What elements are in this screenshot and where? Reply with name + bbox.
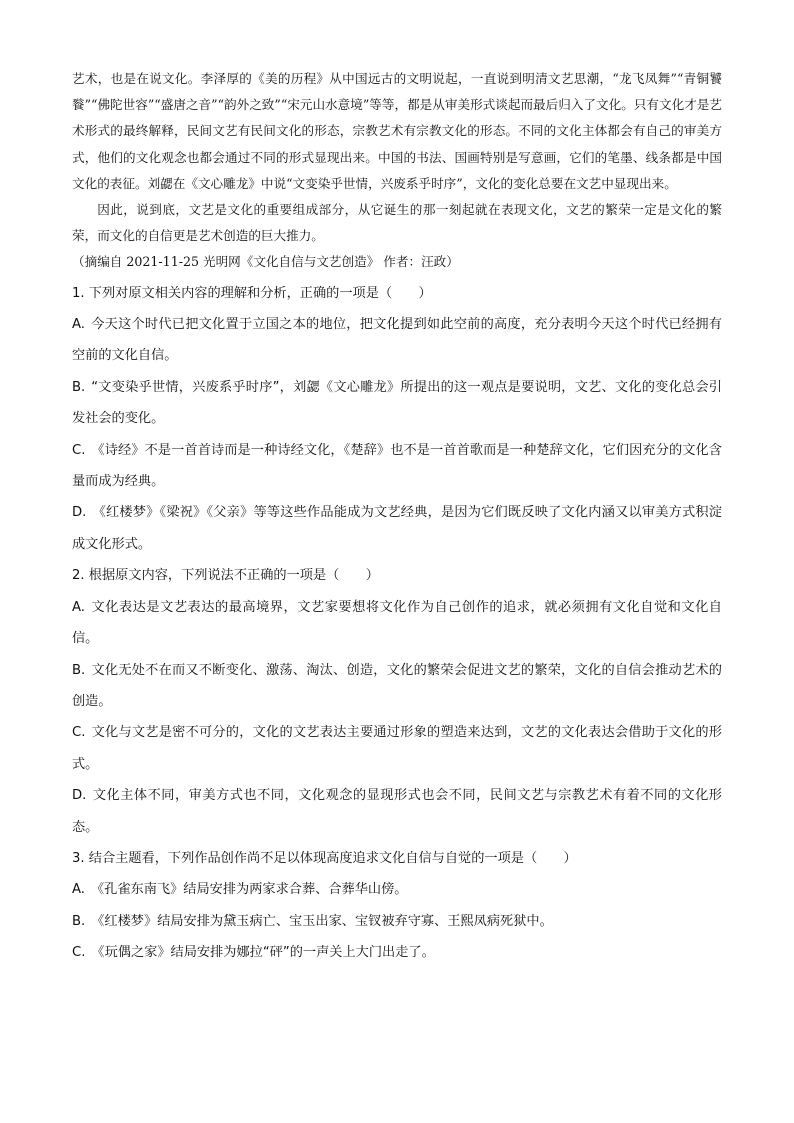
option-a[interactable]	[72, 874, 722, 905]
option-c[interactable]	[72, 937, 722, 968]
option-label: C.	[72, 725, 86, 741]
question-stem: 2. 根据原文内容，下列说法不正确的一项是（ ）	[72, 568, 379, 584]
passage-paragraph: 艺术，也是在说文化。李泽厚的《美的历程》从中国远古的文明说起，一直说到明清文艺思潮，“龙飞凤舞”“青铜饕餮”“佛陀世容”“盛唐之音”“韵外之致”“宋元山水意境”等等，都是从审美形式谈起而最后归入了文化。只有文化才是艺术形式的最终解释，民间文艺有民间文化的形态，宗教艺术有宗教文化的形态。不同的文化主体都会有自己的审美方式，他们的文化观念也都会通过不同的形式显现出来。中国的书法、国画特别是写意画，它们的笔墨、线条都是中国文化的表征。刘勰在《文心雕龙》中说“文变染乎世情，兴废系乎时序”，文化的变化总要在文艺中显现出来。	[72, 71, 722, 191]
option-b[interactable]	[72, 372, 722, 435]
document-page	[72, 66, 722, 969]
option-text: “文变染乎世情，兴废系乎时序”，刘勰《文心雕龙》所提出的这一观点是要说明，文艺、文化的变化总会引发社会的变化。	[72, 379, 722, 427]
option-text: 《红楼梦》结局安排为黛玉病亡、宝玉出家、宝钗被弃守寡、王熙凤病死狱中。	[91, 913, 553, 929]
option-label: A.	[72, 317, 85, 333]
option-label: A.	[72, 882, 85, 898]
passage-paragraph: 因此，说到底，文艺是文化的重要组成部分，从它诞生的那一刻起就在表现文化，文艺的繁荣一定是文化的繁荣，而文化的自信更是艺术创造的巨大推力。	[72, 202, 722, 244]
option-label: D.	[72, 505, 87, 521]
question-stem: 1. 下列对原文相关内容的理解和分析，正确的一项是（ ）	[72, 285, 432, 301]
option-text: 文化主体不同，审美方式也不同，文化观念的显现形式也会不同，民间文艺与宗教艺术有着不同的文化形态。	[72, 788, 722, 835]
passage-source: （摘编自 2021-11-25 光明网《文化自信与文艺创造》 作者：汪政）	[72, 254, 459, 270]
option-label: B.	[72, 913, 86, 929]
option-text: 《玩偶之家》结局安排为娜拉“砰”的一声关上大门出走了。	[91, 945, 435, 961]
option-text: 文化与文艺是密不可分的，文化的文艺表达主要通过形象的塑造来达到，文艺的文化表达会借助于文化的形式。	[72, 725, 722, 772]
option-label: C.	[72, 442, 86, 458]
option-c[interactable]	[72, 435, 722, 498]
option-label: D.	[72, 788, 87, 804]
reading-passage	[72, 66, 722, 276]
question-list	[72, 278, 722, 969]
option-a[interactable]	[72, 592, 722, 655]
option-text: 文化表达是文艺表达的最高境界，文艺家要想将文化作为自己创作的追求，就必须拥有文化自觉和文化自信。	[72, 599, 722, 647]
option-text: 文化无处不在而又不断变化、激荡、淘汰、创造，文化的繁荣会促进文艺的繁荣，文化的自信会推动艺术的创造。	[72, 662, 722, 709]
option-b[interactable]	[72, 655, 722, 718]
option-b[interactable]	[72, 906, 722, 937]
question-stem: 3. 结合主题看，下列作品创作尚不足以体现高度追求文化自信与自觉的一项是（ ）	[72, 850, 577, 866]
option-text: 《孔雀东南飞》结局安排为两家求合葬、合葬华山傍。	[90, 882, 408, 898]
option-d[interactable]	[72, 780, 722, 843]
option-label: A.	[72, 599, 85, 615]
option-d[interactable]	[72, 497, 722, 560]
option-label: C.	[72, 945, 86, 961]
option-text: 《红楼梦》《梁祝》《父亲》等等这些作品能成为文艺经典，是因为它们既反映了文化内涵又以审美方式积淀成文化形式。	[72, 505, 722, 552]
option-text: 今天这个时代已把文化置于立国之本的地位，把文化提到如此空前的高度，充分表明今天这个时代已经拥有空前的文化自信。	[72, 317, 722, 364]
option-a[interactable]	[72, 309, 722, 372]
question-2	[72, 560, 722, 843]
question-3	[72, 843, 722, 969]
option-label: B.	[72, 662, 86, 678]
option-c[interactable]	[72, 717, 722, 780]
option-label: B.	[72, 379, 86, 395]
question-1	[72, 278, 722, 561]
option-text: 《诗经》不是一首首诗而是一种诗经文化，《楚辞》也不是一首首歌而是一种楚辞文化，它们因充分的文化含量而成为经典。	[72, 442, 722, 490]
